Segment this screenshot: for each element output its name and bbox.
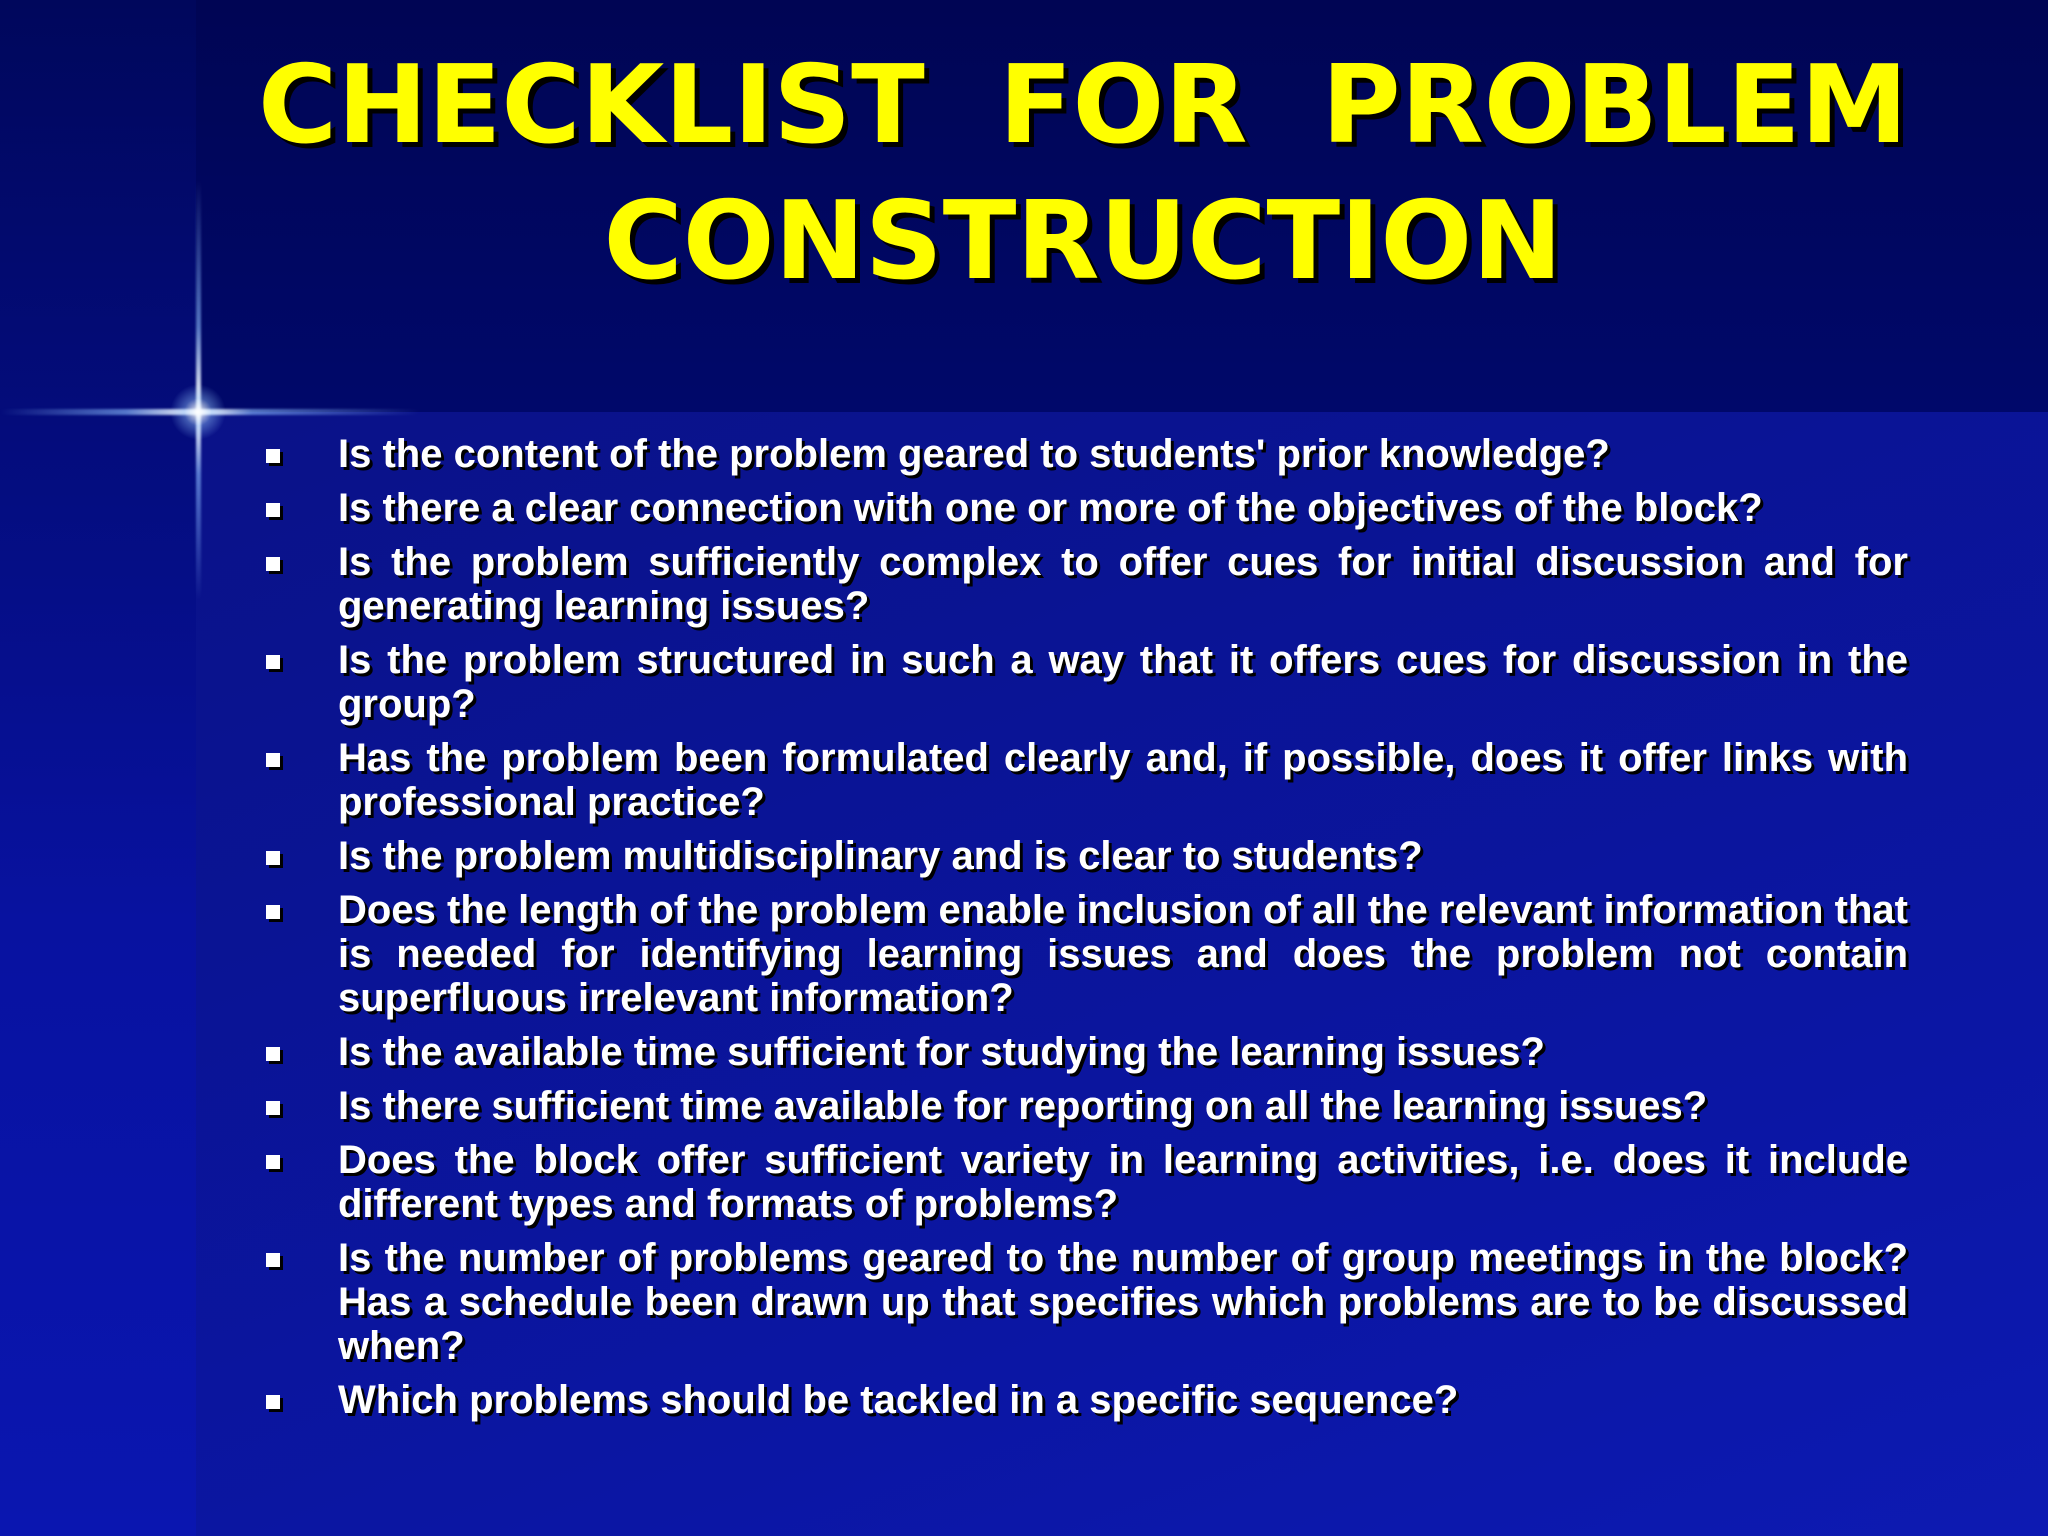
square-bullet-icon bbox=[266, 905, 280, 919]
checklist-item bbox=[258, 432, 1908, 476]
checklist bbox=[258, 432, 1908, 1432]
square-bullet-icon bbox=[266, 557, 280, 571]
checklist-item bbox=[258, 1378, 1908, 1422]
checklist-item-text: Is the available time sufficient for studying the learning issues? bbox=[338, 1030, 1545, 1074]
square-bullet-icon bbox=[266, 851, 280, 865]
checklist-item bbox=[258, 638, 1908, 726]
checklist-item-text: Is the content of the problem geared to students' prior knowledge? bbox=[338, 432, 1610, 476]
checklist-item bbox=[258, 1138, 1908, 1226]
square-bullet-icon bbox=[266, 753, 280, 767]
checklist-item-text: Is there a clear connection with one or more of the objectives of the block? bbox=[338, 486, 1763, 530]
checklist-item-text: Has the problem been formulated clearly and, if possible, does it offer links with professional practice? bbox=[338, 736, 1908, 824]
square-bullet-icon bbox=[266, 1047, 280, 1061]
square-bullet-icon bbox=[266, 1395, 280, 1409]
checklist-item bbox=[258, 486, 1908, 530]
checklist-item-text: Does the block offer sufficient variety in learning activities, i.e. does it include different types and formats of problems? bbox=[338, 1138, 1908, 1226]
slide-title-line-2: CONSTRUCTION bbox=[603, 179, 1563, 304]
square-bullet-icon bbox=[266, 1101, 280, 1115]
background-left-panel bbox=[0, 0, 196, 1536]
checklist-item bbox=[258, 834, 1908, 878]
checklist-item bbox=[258, 1030, 1908, 1074]
checklist-item-text: Which problems should be tackled in a specific sequence? bbox=[338, 1378, 1459, 1422]
checklist-item bbox=[258, 736, 1908, 824]
square-bullet-icon bbox=[266, 449, 280, 463]
square-bullet-icon bbox=[266, 1155, 280, 1169]
checklist-item bbox=[258, 540, 1908, 628]
checklist-item-text: Is the problem sufficiently complex to offer cues for initial discussion and for generating learning issues? bbox=[338, 540, 1908, 628]
square-bullet-icon bbox=[266, 1253, 280, 1267]
slide-title bbox=[258, 38, 1908, 310]
checklist-item-text: Is the number of problems geared to the number of group meetings in the block? Has a schedule been drawn up that specifies which problems are to be discussed when? bbox=[338, 1236, 1908, 1368]
light-flare-glow bbox=[170, 384, 226, 440]
checklist-item bbox=[258, 1236, 1908, 1368]
checklist-item-text: Is the problem multidisciplinary and is clear to students? bbox=[338, 834, 1423, 878]
square-bullet-icon bbox=[266, 655, 280, 669]
checklist-item-text: Does the length of the problem enable inclusion of all the relevant information that is needed for identifying learning issues and does the problem not contain superfluous irrelevant information? bbox=[338, 888, 1908, 1020]
slide-title-line-1: CHECKLIST FOR PROBLEM bbox=[258, 43, 1908, 168]
square-bullet-icon bbox=[266, 503, 280, 517]
checklist-item bbox=[258, 888, 1908, 1020]
checklist-item bbox=[258, 1084, 1908, 1128]
checklist-item-text: Is there sufficient time available for reporting on all the learning issues? bbox=[338, 1084, 1708, 1128]
checklist-item-text: Is the problem structured in such a way that it offers cues for discussion in the group? bbox=[338, 638, 1908, 726]
